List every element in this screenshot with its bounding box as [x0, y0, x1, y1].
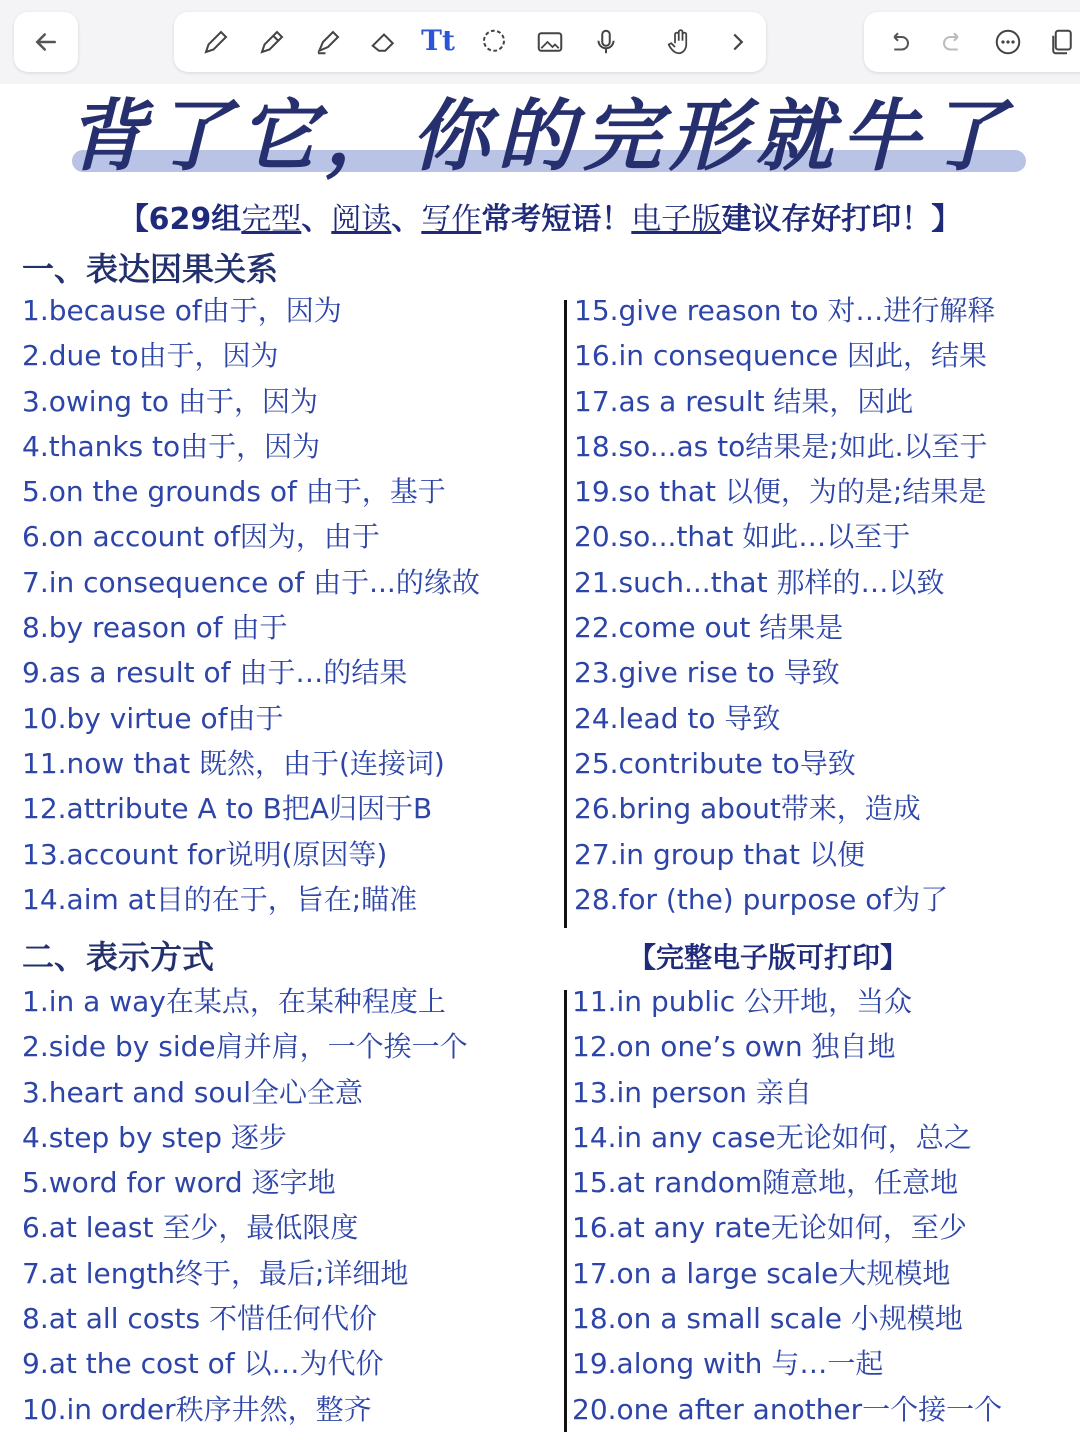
phrase-item: 20.one after another一个接一个	[572, 1392, 1003, 1426]
phrase-item: 6.at least 至少，最低限度	[22, 1211, 359, 1245]
section-heading-manner: 二、表示方式	[22, 938, 215, 976]
manner-list-left	[22, 979, 468, 1432]
phrase-item: 9.as a result of 由于…的结果	[22, 656, 408, 690]
more-icon[interactable]	[990, 24, 1026, 60]
phrase-item: 10.in order秩序井然，整齐	[22, 1392, 372, 1426]
page-title-container	[0, 82, 1080, 192]
phrase-item: 12.on one’s own 独自地	[572, 1030, 896, 1064]
phrase-item: 2.side by side肩并肩，一个挨一个	[22, 1030, 468, 1064]
phrase-item: 4.step by step 逐步	[22, 1120, 287, 1154]
phrase-item: 11.in public 公开地，当众	[572, 985, 913, 1018]
phrase-item: 17.on a large scale大规模地	[572, 1256, 951, 1290]
phrase-item: 16.in consequence 因此，结果	[574, 339, 988, 373]
phrase-item: 8.at all costs 不惜任何代价	[22, 1302, 377, 1336]
phrase-item: 28.for (the) purpose of为了	[574, 882, 949, 916]
section-heading-cause: 一、表达因果关系	[22, 250, 279, 288]
phrase-item: 1.in a way在某点，在某种程度上	[22, 985, 446, 1018]
phrase-item: 3.owing to 由于，因为	[22, 384, 318, 418]
microphone-icon[interactable]	[588, 24, 624, 60]
subtitle-sep-2: 、	[391, 202, 422, 237]
phrase-item: 19.so that 以便，为的是;结果是	[574, 475, 987, 509]
column-divider-2	[564, 990, 567, 1432]
phrase-item: 21.such...that 那样的…以致	[574, 565, 945, 599]
cause-list-right	[574, 288, 995, 922]
phrase-item: 17.as a result 结果，因此	[574, 384, 914, 418]
phrase-item: 1.because of由于，因为	[22, 294, 342, 327]
phrase-item: 14.aim at目的在于，旨在;瞄准	[22, 882, 418, 916]
phrase-item: 10.by virtue of由于	[22, 701, 284, 735]
subtitle	[0, 194, 1080, 238]
phrase-item: 18.on a small scale 小规模地	[572, 1302, 963, 1336]
subtitle-link-2: 阅读	[331, 202, 392, 237]
phrase-item: 8.by reason of 由于	[22, 611, 288, 645]
phrase-item: 18.so...as to结果是;如此.以至于	[574, 429, 988, 463]
phrase-item: 25.contribute to导致	[574, 746, 856, 780]
phrase-item: 9.at the cost of 以…为代价	[22, 1347, 384, 1381]
phrase-item: 24.lead to 导致	[574, 701, 781, 735]
pencil-icon[interactable]	[254, 24, 290, 60]
subtitle-mid: 常考短语！	[481, 202, 632, 237]
phrase-item: 6.on account of因为，由于	[22, 520, 380, 554]
eraser-icon[interactable]	[366, 24, 402, 60]
phrase-item: 19.along with 与…一起	[572, 1347, 884, 1381]
pen-icon[interactable]	[198, 24, 234, 60]
tool-palette	[174, 12, 766, 72]
phrase-item: 26.bring about带来，造成	[574, 792, 921, 826]
phrase-item: 15.give reason to 对…进行解释	[574, 294, 996, 327]
back-button[interactable]	[14, 12, 78, 72]
phrase-item: 7.in consequence of 由于...的缘故	[22, 565, 480, 599]
right-actions	[864, 12, 1080, 72]
phrase-item: 4.thanks to由于，因为	[22, 429, 321, 463]
redo-icon[interactable]	[936, 24, 972, 60]
phrase-item: 13.in person 亲自	[572, 1075, 812, 1109]
subtitle-sep-1: 、	[301, 202, 332, 237]
phrase-item: 27.in group that 以便	[574, 837, 865, 871]
cause-list-left	[22, 288, 480, 922]
print-note: 【完整电子版可打印】	[628, 941, 909, 974]
phrase-item: 14.in any case无论如何，总之	[572, 1120, 972, 1154]
toolbar	[0, 0, 1080, 84]
undo-icon[interactable]	[880, 24, 916, 60]
image-icon[interactable]	[532, 24, 568, 60]
subtitle-link-3: 写作	[421, 202, 482, 237]
arrow-left-icon	[28, 24, 64, 60]
phrase-item: 2.due to由于，因为	[22, 339, 279, 373]
chevron-right-icon[interactable]	[720, 24, 756, 60]
phrase-item: 20.so...that 如此…以至于	[574, 520, 911, 554]
phrase-item: 23.give rise to 导致	[574, 656, 840, 690]
manner-list-right	[572, 979, 1002, 1432]
subtitle-end: 建议存好打印！】	[721, 202, 962, 237]
phrase-item: 13.account for说明(原因等)	[22, 837, 388, 871]
phrase-item: 7.at length终于，最后;详细地	[22, 1256, 409, 1290]
pages-icon[interactable]	[1044, 24, 1080, 60]
phrase-item: 5.on the grounds of 由于，基于	[22, 475, 446, 509]
subtitle-link-4: 电子版	[631, 202, 722, 237]
text-icon[interactable]: Tt	[421, 23, 455, 57]
subtitle-link-1: 完型	[241, 202, 302, 237]
phrase-item: 12.attribute A to B把A归因于B	[22, 792, 433, 826]
hand-icon[interactable]	[662, 24, 698, 60]
phrase-item: 15.at random随意地，任意地	[572, 1166, 959, 1200]
lasso-icon[interactable]	[476, 24, 512, 60]
phrase-item: 16.at any rate无论如何，至少	[572, 1211, 967, 1245]
phrase-item: 3.heart and soul全心全意	[22, 1075, 364, 1109]
highlighter-icon[interactable]	[310, 24, 346, 60]
phrase-item: 22.come out 结果是	[574, 611, 844, 645]
column-divider-1	[564, 300, 567, 928]
subtitle-open: 【629组	[118, 202, 242, 237]
phrase-item: 5.word for word 逐字地	[22, 1166, 336, 1200]
page-title: 背了它，你的完形就牛了	[66, 91, 1013, 182]
phrase-item: 11.now that 既然，由于(连接词)	[22, 746, 445, 780]
